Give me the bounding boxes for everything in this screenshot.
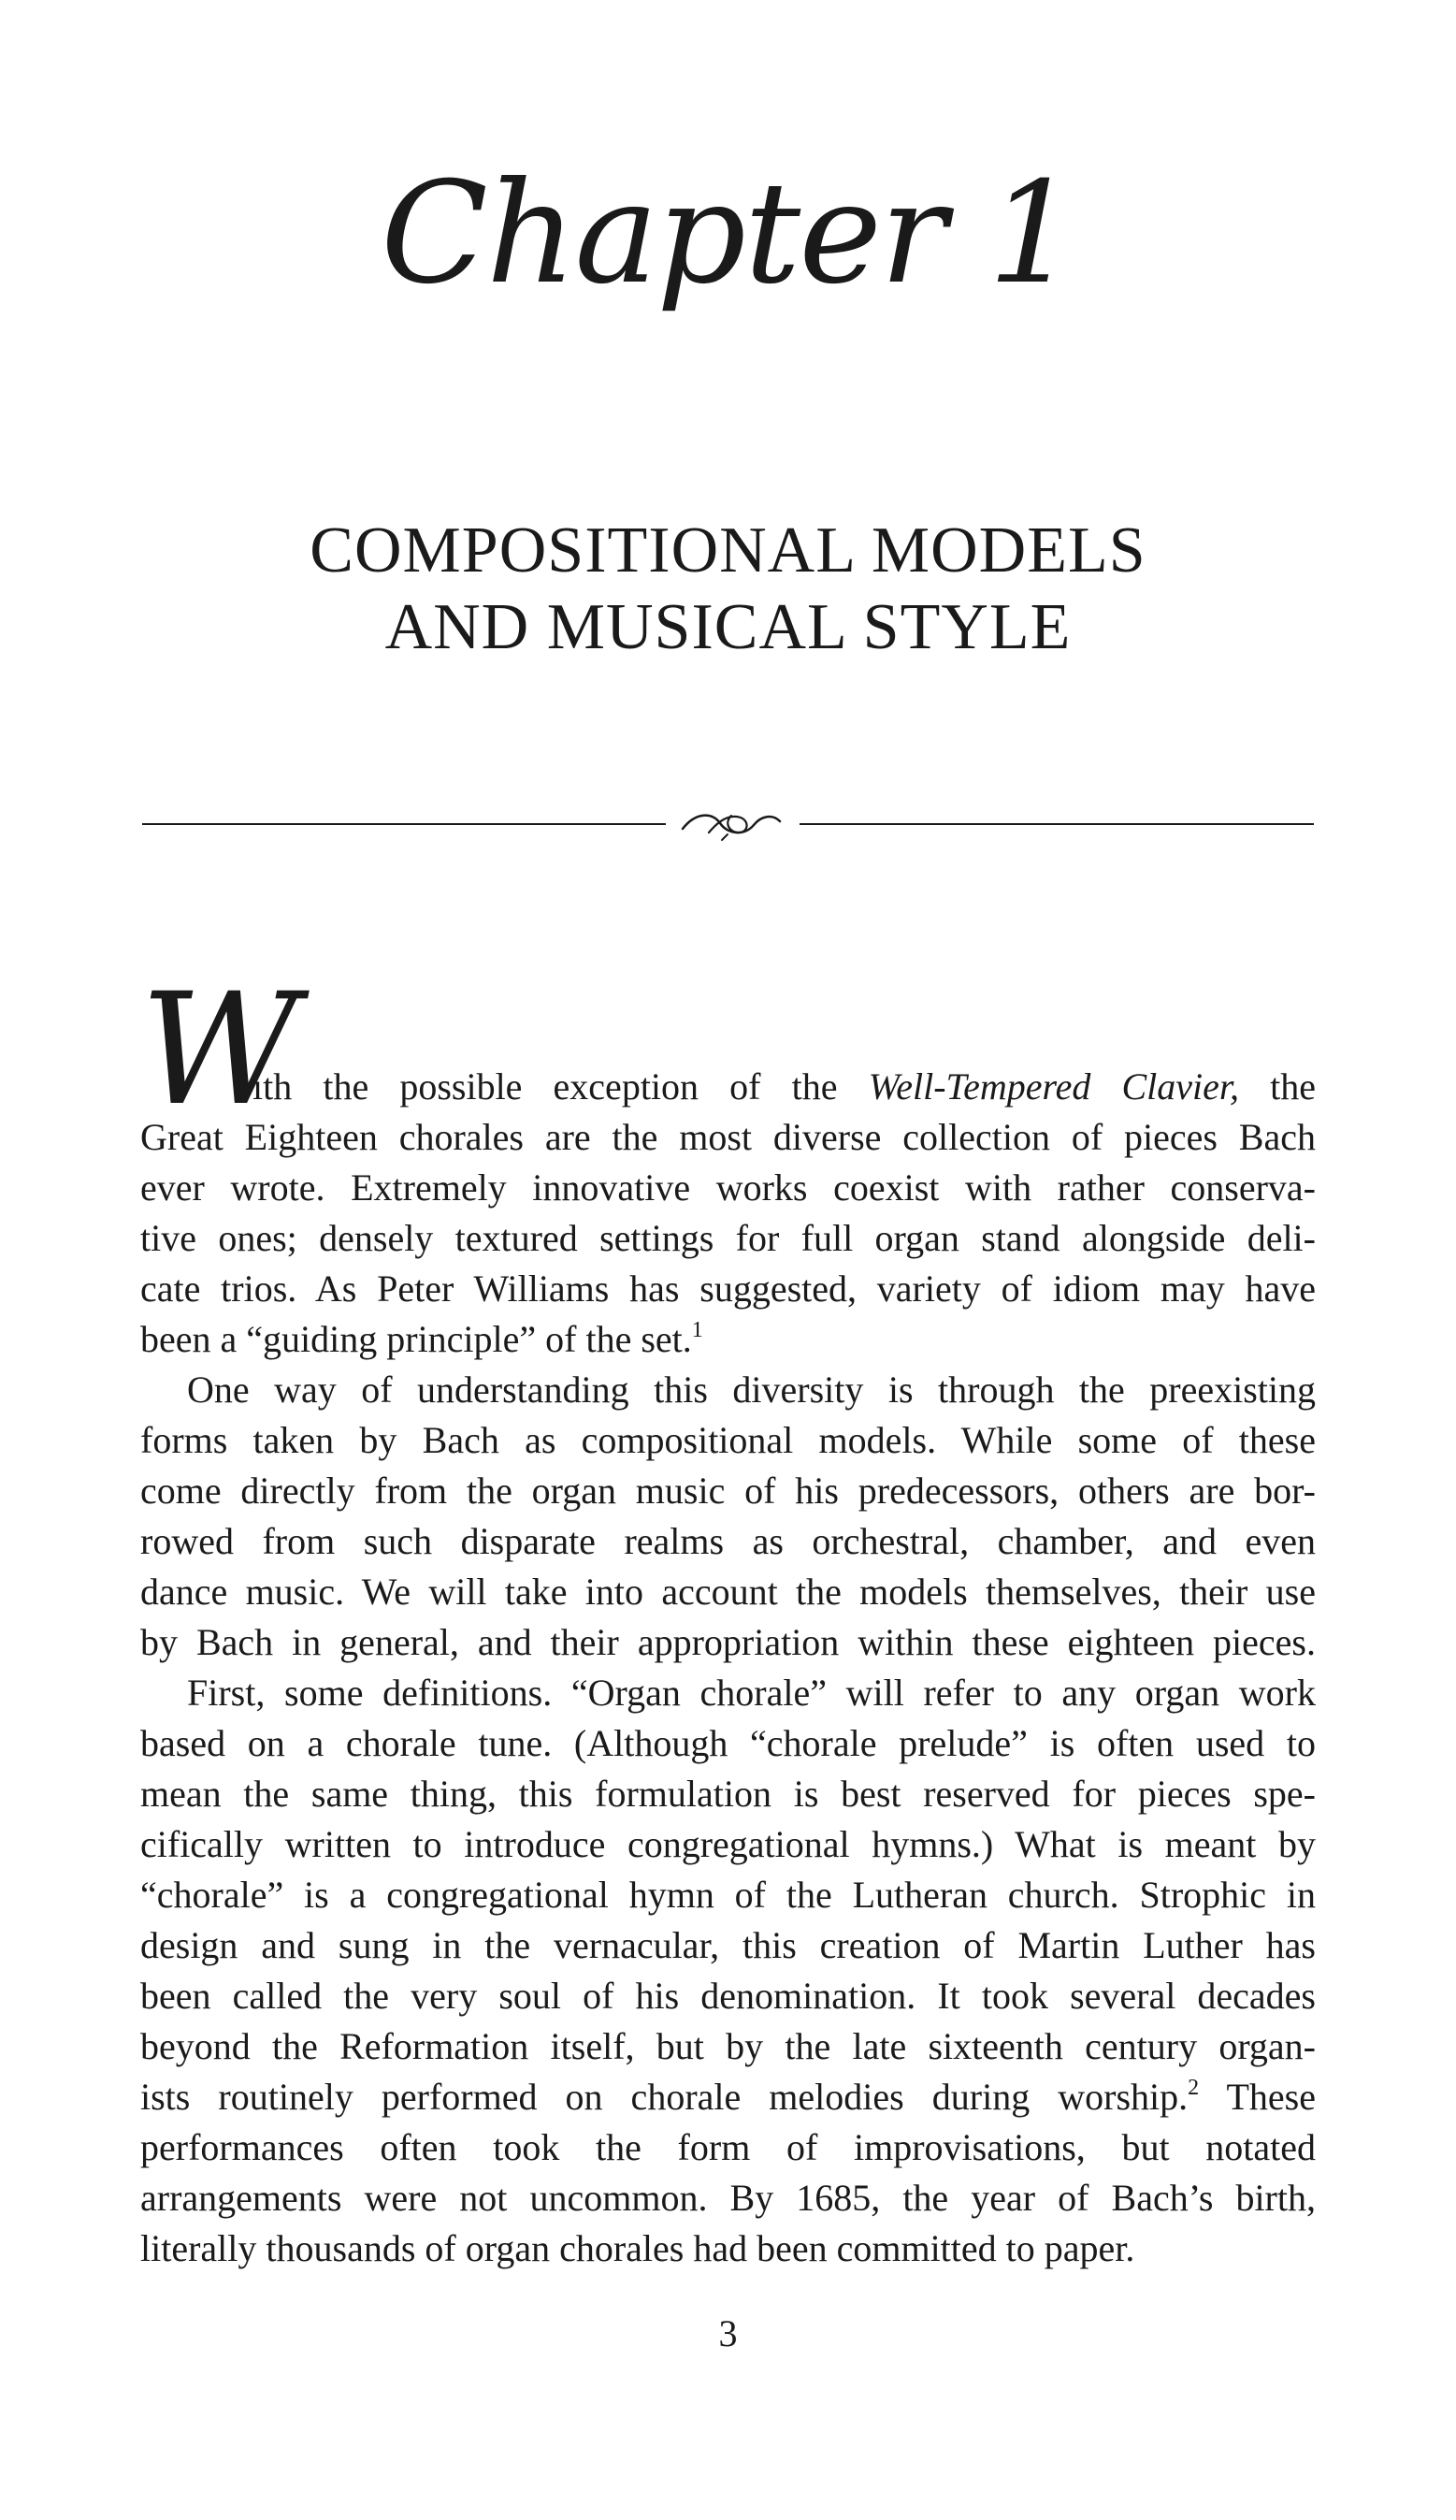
page-number: 3: [718, 2312, 738, 2354]
text-line: cate trios. As Peter Williams has suggested, variety of idiom may have: [140, 1267, 1316, 1310]
text-line: literally thousands of organ chorales had been committed to paper.: [140, 2227, 1135, 2269]
chapter-heading: Chapter 1: [381, 152, 1075, 315]
text-line: Great Eighteen chorales are the most diverse collection of pieces Bach: [140, 1116, 1316, 1158]
text-line: forms taken by Bach as compositional models. While some of these: [140, 1419, 1316, 1461]
drop-cap: W: [140, 960, 299, 1139]
ornamental-divider: [142, 804, 1314, 842]
text-line: “chorale” is a congregational hymn of the Lutheran church. Strophic in: [140, 1874, 1316, 1916]
text-line: [140, 1314, 1316, 1365]
chapter-title: [0, 513, 1456, 666]
text-span: the: [1239, 1065, 1316, 1108]
footnote-marker: 2: [1188, 2076, 1200, 2100]
text-line: design and sung in the vernacular, this creation of Martin Luther has: [140, 1924, 1316, 1966]
body-text: [140, 960, 1316, 2274]
text-line: One way of understanding this diversity is through the preexisting: [187, 1369, 1316, 1411]
divider-rule-right: [800, 823, 1314, 825]
text-line: arrangements were not uncommon. By 1685, the year of Bach’s birth,: [140, 2177, 1316, 2219]
text-line: [140, 2072, 1316, 2122]
text-line: cifically written to introduce congregational hymns.) What is meant by: [140, 1823, 1316, 1865]
text-line: by Bach in general, and their appropriation within these eighteen pieces.: [140, 1621, 1316, 1663]
text-span: been a “guiding principle” of the set.: [140, 1318, 692, 1360]
text-line: mean the same thing, this formulation is best reserved for pieces spe-: [140, 1773, 1316, 1815]
chapter-title-line-1: COMPOSITIONAL MODELS: [310, 514, 1146, 587]
text-line: rowed from such disparate realms as orchestral, chamber, and even: [140, 1520, 1316, 1562]
text-span: These: [1199, 2076, 1316, 2118]
text-line: tive ones; densely textured settings for full organ stand alongside deli-: [140, 1217, 1316, 1259]
text-line: come directly from the organ music of his predecessors, others are bor-: [140, 1470, 1316, 1512]
text-line: been called the very soul of his denomination. It took several decades: [140, 1975, 1316, 2017]
italic-title: Well-Tempered Clavier,: [868, 1065, 1239, 1108]
text-line: based on a chorale tune. (Although “chorale prelude” is often used to: [140, 1722, 1316, 1764]
divider-rule-left: [142, 823, 666, 825]
text-span: ith the possible exception of the: [252, 1065, 869, 1108]
text-line: dance music. We will take into account the models themselves, their use: [140, 1571, 1316, 1613]
flourish-ornament-icon: [675, 804, 787, 842]
footnote-marker: 1: [691, 1318, 703, 1342]
chapter-title-line-2: AND MUSICAL STYLE: [384, 591, 1072, 663]
text-line: First, some definitions. “Organ chorale” will refer to any organ work: [187, 1672, 1316, 1714]
text-line: performances often took the form of improvisations, but notated: [140, 2126, 1316, 2168]
text-line: beyond the Reformation itself, but by the late sixteenth century organ-: [140, 2025, 1316, 2067]
text-line: ever wrote. Extremely innovative works coexist with rather conserva-: [140, 1166, 1316, 1209]
text-span: ists routinely performed on chorale melodies during worship.: [140, 2076, 1189, 2118]
